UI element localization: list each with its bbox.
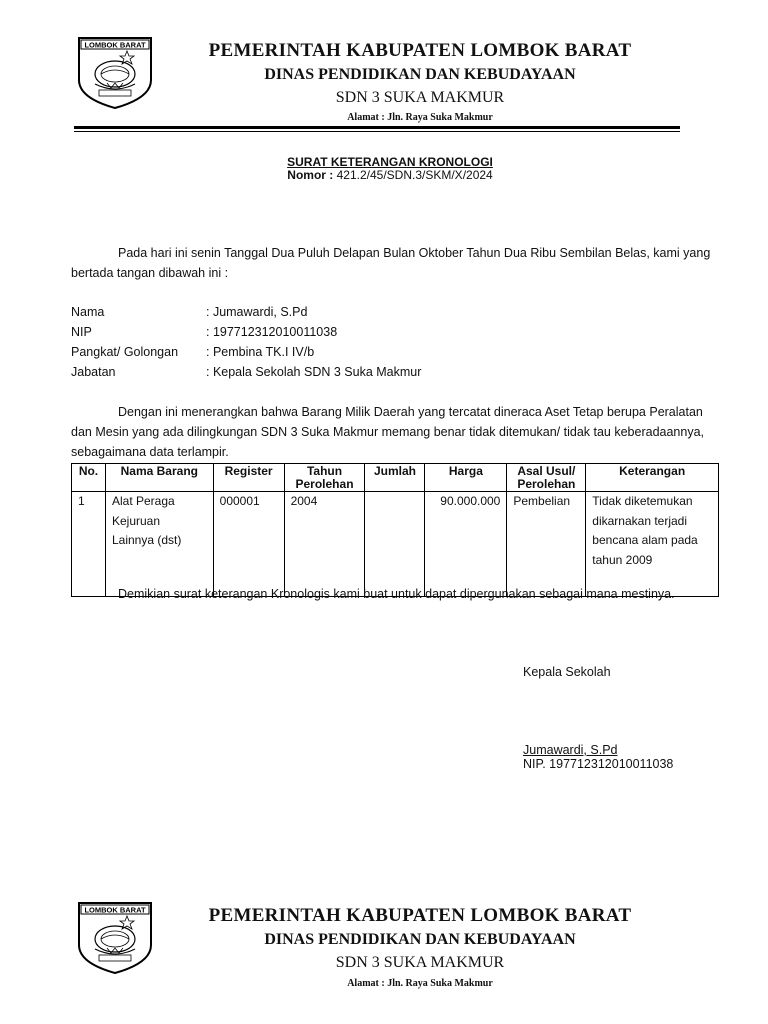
letterhead-bottom [0, 895, 768, 1024]
letterhead-address: Alamat : Jln. Raya Suka Makmur [347, 112, 493, 123]
identity-position-label: Jabatan [71, 365, 116, 379]
cell-origin: Pembelian [507, 492, 586, 597]
col-header-year: Tahun Perolehan [284, 464, 365, 492]
col-header-register: Register [213, 464, 284, 492]
letterhead-government: PEMERINTAH KABUPATEN LOMBOK BARAT [208, 905, 632, 926]
letterhead-department: DINAS PENDIDIKAN DAN KEBUDAYAAN [264, 66, 576, 83]
regency-emblem-icon [77, 901, 153, 975]
identity-name-value: : Jumawardi, S.Pd [206, 305, 308, 319]
asset-table [71, 463, 719, 597]
svg-text:LOMBOK BARAT: LOMBOK BARAT [84, 40, 146, 50]
identity-position-value: : Kepala Sekolah SDN 3 Suka Makmur [206, 365, 422, 379]
signature-position: Kepala Sekolah [523, 665, 611, 679]
cell-year: 2004 [284, 492, 365, 597]
identity-rank-label: Pangkat/ Golongan [71, 345, 179, 359]
letterhead-top [0, 0, 768, 135]
letterhead-divider [74, 126, 680, 129]
cell-quantity [365, 492, 425, 597]
cell-register: 000001 [213, 492, 284, 597]
svg-text:LOMBOK BARAT: LOMBOK BARAT [84, 905, 146, 915]
opening-paragraph: Pada hari ini senin Tanggal Dua Puluh Delapan Bulan Oktober Tahun Dua Ribu Sembilan Belas, kami yang bertada tangan dibawah ini : [71, 246, 711, 280]
identity-nip-label: NIP [71, 325, 92, 339]
signature-nip: NIP. 197712312010011038 [523, 757, 674, 771]
regency-emblem-icon [77, 36, 153, 110]
letter-number [110, 168, 670, 182]
letter-number-value: 421.2/45/SDN.3/SKM/X/2024 [336, 168, 493, 182]
col-header-name: Nama Barang [105, 464, 213, 492]
cell-price: 90.000.000 [425, 492, 507, 597]
cell-remarks: Tidak diketemukan dikarnakan terjadi bencana alam pada tahun 2009 [586, 492, 719, 597]
letter-title: SURAT KETERANGAN KRONOLOGI [287, 155, 493, 169]
closing-paragraph: Demikian surat keterangan Kronologis kami buat untuk dapat dipergunakan sebagai mana mestinya. [118, 587, 675, 601]
identity-name-label: Nama [71, 305, 105, 319]
identity-rank-value: : Pembina TK.I IV/b [206, 345, 315, 359]
cell-name: Alat Peraga Kejuruan Lainnya (dst) [105, 492, 213, 597]
col-header-quantity: Jumlah [365, 464, 425, 492]
col-header-origin: Asal Usul/ Perolehan [507, 464, 586, 492]
signature-name: Jumawardi, S.Pd [523, 743, 618, 757]
letterhead-government: PEMERINTAH KABUPATEN LOMBOK BARAT [208, 40, 632, 61]
identity-nip-value: : 197712312010011038 [206, 325, 338, 339]
letter-number-label: Nomor : [287, 168, 334, 182]
col-header-no: No. [72, 464, 106, 492]
letterhead-department: DINAS PENDIDIKAN DAN KEBUDAYAAN [264, 931, 576, 948]
letterhead-school: SDN 3 SUKA MAKMUR [335, 89, 505, 106]
letterhead-school: SDN 3 SUKA MAKMUR [335, 954, 505, 971]
statement-paragraph: Dengan ini menerangkan bahwa Barang Milik Daerah yang tercatat dineraca Aset Tetap berupa Peralatan dan Mesin yang ada dilingkungan SDN 3 Suka Makmur memang benar tidak ditemukan/ tidak tau keberadaannya, sebagaimana data terlampir. [71, 405, 705, 459]
col-header-remarks: Keterangan [586, 464, 719, 492]
letterhead-address: Alamat : Jln. Raya Suka Makmur [347, 978, 493, 989]
col-header-price: Harga [425, 464, 507, 492]
table-row [72, 492, 719, 597]
table-header-row [72, 464, 719, 492]
cell-no: 1 [72, 492, 106, 597]
letterhead-divider-thin [74, 131, 680, 132]
